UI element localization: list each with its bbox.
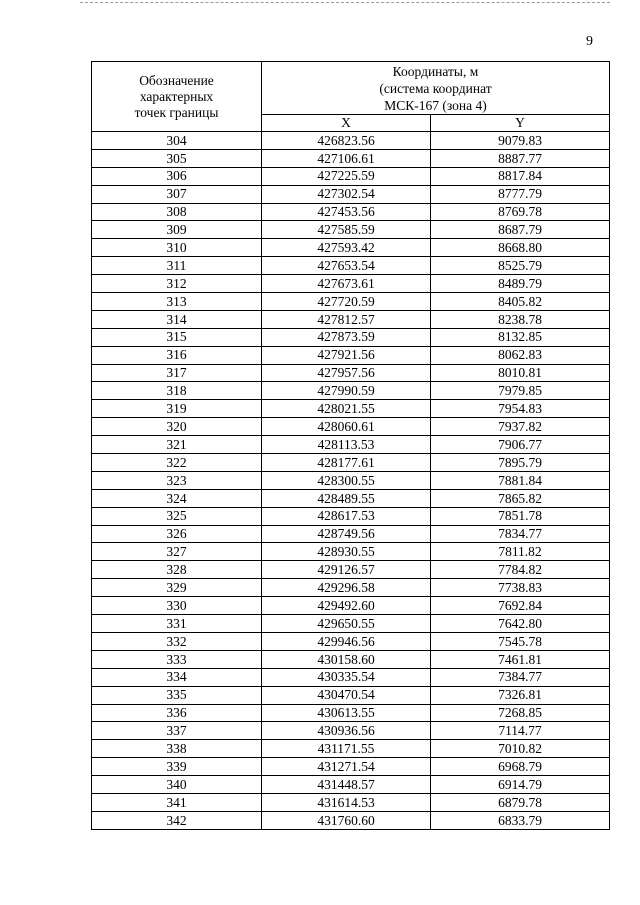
x-coordinate-cell: 427990.59 [262,382,431,400]
x-coordinate-cell: 426823.56 [262,132,431,150]
coordinates-table [91,61,610,830]
table-row [92,489,610,507]
x-coordinate-cell: 427302.54 [262,185,431,203]
point-id-cell: 316 [92,346,262,364]
table-row [92,615,610,633]
point-id-cell: 331 [92,615,262,633]
y-coordinate-cell: 9079.83 [431,132,610,150]
table-row [92,758,610,776]
x-coordinate-cell: 430335.54 [262,668,431,686]
table-row [92,185,610,203]
table-row [92,722,610,740]
y-coordinate-cell: 6833.79 [431,811,610,829]
x-coordinate-cell: 429126.57 [262,561,431,579]
table-row [92,167,610,185]
point-id-cell: 335 [92,686,262,704]
x-coordinate-cell: 428749.56 [262,525,431,543]
x-coordinate-cell: 429492.60 [262,597,431,615]
y-coordinate-cell: 8687.79 [431,221,610,239]
point-id-cell: 317 [92,364,262,382]
point-id-cell: 333 [92,650,262,668]
x-coordinate-cell: 428113.53 [262,436,431,454]
point-id-cell: 308 [92,203,262,221]
y-coordinate-cell: 8887.77 [431,149,610,167]
point-id-cell: 314 [92,310,262,328]
y-coordinate-cell: 7461.81 [431,650,610,668]
point-id-cell: 326 [92,525,262,543]
x-column-header: X [262,115,431,132]
point-id-cell: 338 [92,740,262,758]
point-id-cell: 330 [92,597,262,615]
x-coordinate-cell: 428930.55 [262,543,431,561]
x-coordinate-cell: 427453.56 [262,203,431,221]
table-row [92,650,610,668]
table-row [92,632,610,650]
y-coordinate-cell: 8062.83 [431,346,610,364]
point-id-cell: 319 [92,400,262,418]
y-coordinate-cell: 7979.85 [431,382,610,400]
y-coordinate-cell: 7865.82 [431,489,610,507]
x-coordinate-cell: 427720.59 [262,293,431,311]
table-row [92,221,610,239]
y-coordinate-cell: 7642.80 [431,615,610,633]
x-coordinate-cell: 429946.56 [262,632,431,650]
point-id-cell: 315 [92,328,262,346]
x-coordinate-cell: 431448.57 [262,776,431,794]
x-coordinate-cell: 428617.53 [262,507,431,525]
point-id-cell: 341 [92,793,262,811]
coords-column-header [262,62,610,115]
point-id-cell: 340 [92,776,262,794]
x-coordinate-cell: 427593.42 [262,239,431,257]
point-id-cell: 336 [92,704,262,722]
table-row [92,525,610,543]
point-id-cell: 324 [92,489,262,507]
coords-header-line: МСК-167 (зона 4) [384,97,487,113]
y-coordinate-cell: 7834.77 [431,525,610,543]
x-coordinate-cell: 427921.56 [262,346,431,364]
y-coordinate-cell: 7895.79 [431,454,610,472]
table-row [92,507,610,525]
top-rule [80,2,610,3]
point-id-cell: 323 [92,471,262,489]
point-id-cell: 321 [92,436,262,454]
x-coordinate-cell: 428177.61 [262,454,431,472]
point-header-line: точек границы [134,104,219,120]
y-coordinate-cell: 8817.84 [431,167,610,185]
x-coordinate-cell: 427673.61 [262,275,431,293]
point-id-cell: 309 [92,221,262,239]
y-column-header: Y [431,115,610,132]
table-row [92,454,610,472]
point-id-cell: 311 [92,257,262,275]
table-row [92,793,610,811]
table-row [92,328,610,346]
point-header-line: Обозначение [139,72,214,88]
table-row [92,310,610,328]
point-id-cell: 305 [92,149,262,167]
x-coordinate-cell: 428021.55 [262,400,431,418]
point-id-cell: 337 [92,722,262,740]
y-coordinate-cell: 8668.80 [431,239,610,257]
table-row [92,293,610,311]
y-coordinate-cell: 7881.84 [431,471,610,489]
table-row [92,382,610,400]
y-coordinate-cell: 7906.77 [431,436,610,454]
table-row [92,257,610,275]
point-id-cell: 327 [92,543,262,561]
table-row [92,740,610,758]
x-coordinate-cell: 430158.60 [262,650,431,668]
y-coordinate-cell: 7738.83 [431,579,610,597]
table-row [92,704,610,722]
y-coordinate-cell: 8769.78 [431,203,610,221]
x-coordinate-cell: 429296.58 [262,579,431,597]
y-coordinate-cell: 7851.78 [431,507,610,525]
x-coordinate-cell: 427106.61 [262,149,431,167]
x-coordinate-cell: 431760.60 [262,811,431,829]
table-row [92,400,610,418]
table-body [92,132,610,830]
point-id-cell: 310 [92,239,262,257]
y-coordinate-cell: 6879.78 [431,793,610,811]
table-row [92,203,610,221]
table-row [92,239,610,257]
y-coordinate-cell: 8525.79 [431,257,610,275]
coords-header-line: (система координат [379,80,492,96]
x-coordinate-cell: 431271.54 [262,758,431,776]
y-coordinate-cell: 7268.85 [431,704,610,722]
table-row [92,811,610,829]
x-coordinate-cell: 430470.54 [262,686,431,704]
y-coordinate-cell: 7010.82 [431,740,610,758]
y-coordinate-cell: 7545.78 [431,632,610,650]
x-coordinate-cell: 431614.53 [262,793,431,811]
x-coordinate-cell: 428300.55 [262,471,431,489]
y-coordinate-cell: 7954.83 [431,400,610,418]
point-id-cell: 328 [92,561,262,579]
point-id-cell: 322 [92,454,262,472]
point-column-header [92,62,262,132]
x-coordinate-cell: 427225.59 [262,167,431,185]
point-id-cell: 304 [92,132,262,150]
table-row [92,543,610,561]
coords-header-line: Координаты, м [392,63,479,79]
y-coordinate-cell: 6968.79 [431,758,610,776]
table-row [92,686,610,704]
y-coordinate-cell: 8405.82 [431,293,610,311]
x-coordinate-cell: 427585.59 [262,221,431,239]
point-id-cell: 339 [92,758,262,776]
x-coordinate-cell: 430936.56 [262,722,431,740]
table-row [92,668,610,686]
x-coordinate-cell: 430613.55 [262,704,431,722]
x-coordinate-cell: 431171.55 [262,740,431,758]
table-row [92,776,610,794]
point-id-cell: 329 [92,579,262,597]
point-id-cell: 318 [92,382,262,400]
y-coordinate-cell: 7784.82 [431,561,610,579]
point-id-cell: 306 [92,167,262,185]
point-id-cell: 332 [92,632,262,650]
table-row [92,561,610,579]
y-coordinate-cell: 7937.82 [431,418,610,436]
table-row [92,436,610,454]
point-id-cell: 307 [92,185,262,203]
table-row [92,579,610,597]
table-row [92,275,610,293]
point-id-cell: 312 [92,275,262,293]
point-id-cell: 313 [92,293,262,311]
point-header-line: характерных [139,88,214,104]
page-number: 9 [586,34,593,49]
y-coordinate-cell: 8010.81 [431,364,610,382]
table-row [92,418,610,436]
y-coordinate-cell: 8238.78 [431,310,610,328]
table-row [92,597,610,615]
x-coordinate-cell: 429650.55 [262,615,431,633]
x-coordinate-cell: 427812.57 [262,310,431,328]
y-coordinate-cell: 7692.84 [431,597,610,615]
y-coordinate-cell: 7326.81 [431,686,610,704]
y-coordinate-cell: 7811.82 [431,543,610,561]
y-coordinate-cell: 6914.79 [431,776,610,794]
x-coordinate-cell: 428060.61 [262,418,431,436]
x-coordinate-cell: 427653.54 [262,257,431,275]
x-coordinate-cell: 428489.55 [262,489,431,507]
point-id-cell: 320 [92,418,262,436]
table-row [92,346,610,364]
x-coordinate-cell: 427873.59 [262,328,431,346]
point-id-cell: 334 [92,668,262,686]
y-coordinate-cell: 7114.77 [431,722,610,740]
point-id-cell: 325 [92,507,262,525]
y-coordinate-cell: 8777.79 [431,185,610,203]
y-coordinate-cell: 7384.77 [431,668,610,686]
y-coordinate-cell: 8489.79 [431,275,610,293]
table-row [92,471,610,489]
table-row [92,132,610,150]
table-row [92,364,610,382]
y-coordinate-cell: 8132.85 [431,328,610,346]
table-row [92,149,610,167]
point-id-cell: 342 [92,811,262,829]
x-coordinate-cell: 427957.56 [262,364,431,382]
